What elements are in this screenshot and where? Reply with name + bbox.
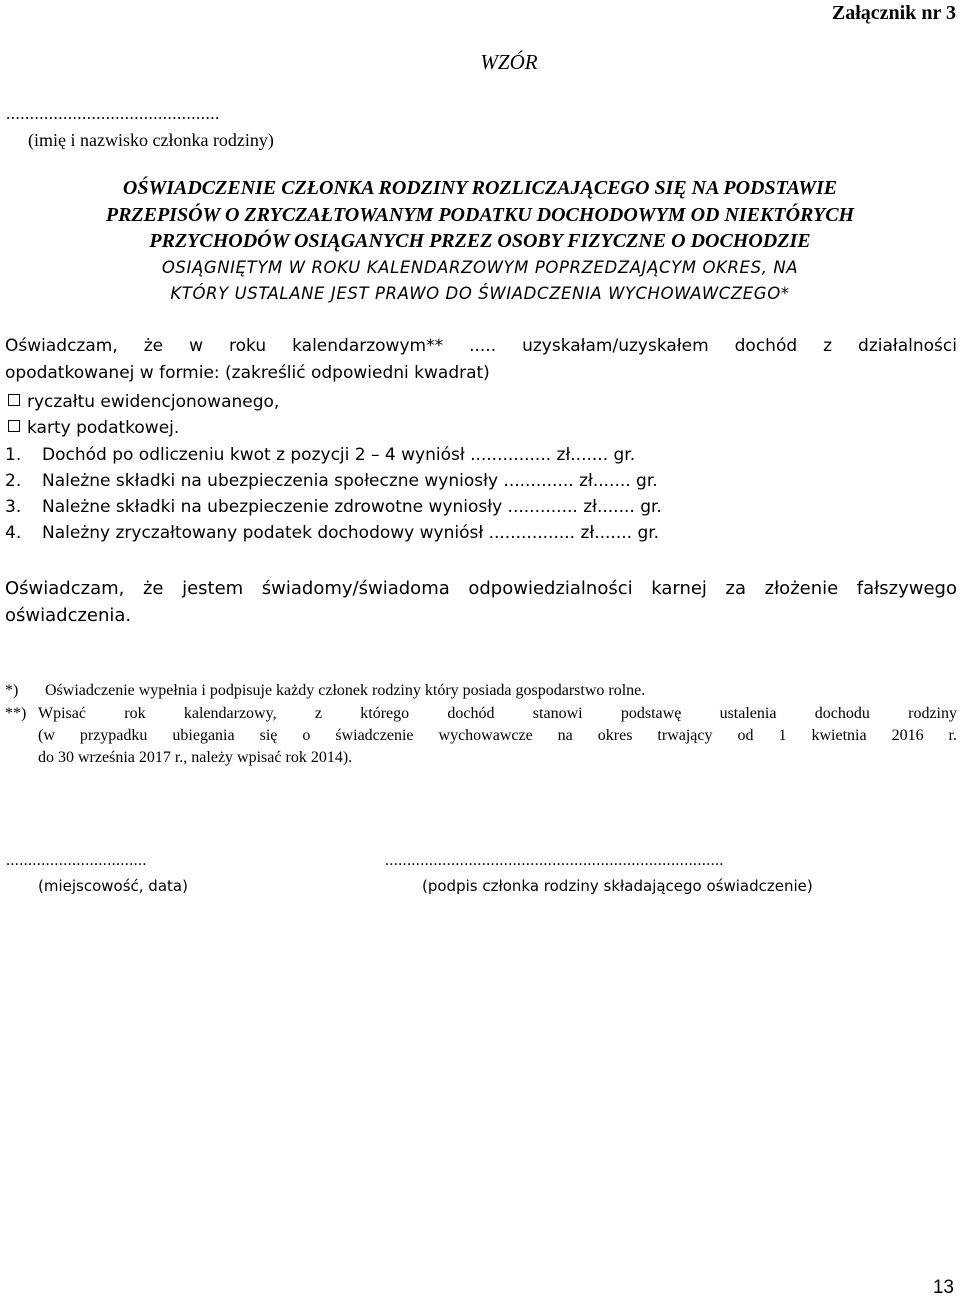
footnote-line-1: Wpisać rok kalendarzowy, z którego dochód stanowi podstawę ustalenia dochodu rodziny [38, 705, 957, 722]
member-name-label: (imię i nazwisko członka rodziny) [28, 130, 274, 150]
declaration [5, 333, 957, 386]
checkbox-square-icon[interactable] [8, 394, 20, 406]
template-label: WZÓR [480, 50, 538, 74]
footnote-1 [5, 680, 957, 702]
title-line-3: PRZYCHODÓW OSIĄGANYCH PRZEZ OSOBY FIZYCZNE O DOCHODZIE [149, 230, 811, 252]
option-tax-card[interactable] [5, 418, 957, 438]
statement-line-2: oświadczenia. [5, 605, 132, 626]
footnote-line-2: (w przypadku ubiegania się o świadczenie wychowawcze na okres trwający od 1 kwietnia 2016 r. [38, 727, 957, 744]
place-date-field[interactable]: ................................ [6, 852, 147, 869]
declaration-line-1: Oświadczam, że w roku kalendarzowym** ..... uzyskałam/uzyskałem dochód z działalności [5, 336, 957, 356]
page-number: 13 [932, 1277, 954, 1298]
item-row [5, 497, 957, 517]
item-number: 1. [5, 445, 22, 465]
document-title [0, 175, 960, 308]
annex-number: Załącznik nr 3 [831, 2, 956, 24]
title-line-4: OSIĄGNIĘTYM W ROKU KALENDARZOWYM POPRZEDZAJĄCYM OKRES, NA [161, 257, 799, 277]
checkbox-square-icon[interactable] [8, 420, 20, 432]
footnote-line-3: do 30 września 2017 r., należy wpisać rok 2014). [38, 749, 353, 766]
option-label: ryczałtu ewidencjonowanego, [27, 392, 280, 412]
item-number: 2. [5, 471, 22, 491]
signature-label: (podpis członka rodziny składającego oświadczenie) [422, 877, 813, 895]
title-line-1: OŚWIADCZENIE CZŁONKA RODZINY ROZLICZAJĄCEGO SIĘ NA PODSTAWIE [122, 177, 838, 199]
liability-statement [5, 575, 957, 629]
item-number: 4. [5, 523, 22, 543]
title-line-5: KTÓRY USTALANE JEST PRAWO DO ŚWIADCZENIA WYCHOWAWCZEGO* [170, 284, 790, 303]
item-text: Należne składki na ubezpieczenia społeczne wyniosły ............. zł....... gr. [42, 471, 658, 491]
signature-field[interactable]: ............................................................................. [385, 852, 724, 869]
item-text: Należne składki na ubezpieczenie zdrowotne wyniosły ............. zł....... gr. [42, 497, 662, 517]
member-name-field[interactable]: ............................................. [6, 104, 220, 123]
item-text: Należny zryczałtowany podatek dochodowy wyniósł ................ zł....... gr. [42, 523, 660, 543]
item-text: Dochód po odliczeniu kwot z pozycji 2 – 4 wyniósł ............... zł....... gr. [42, 445, 636, 465]
footnote-text: Oświadczenie wypełnia i podpisuje każdy członek rodziny który posiada gospodarstwo rolne. [45, 682, 646, 699]
item-row [5, 523, 957, 543]
item-row [5, 471, 957, 491]
title-line-2: PRZEPISÓW O ZRYCZAŁTOWANYM PODATKU DOCHODOWYM OD NIEKTÓRYCH [105, 203, 855, 226]
item-number: 3. [5, 497, 22, 517]
declaration-line-2: opodatkowanej w formie: (zakreślić odpowiedni kwadrat) [5, 362, 490, 383]
option-label: karty podatkowej. [27, 418, 180, 438]
place-date-label: (miejscowość, data) [38, 877, 188, 895]
option-lump-sum[interactable] [5, 392, 957, 412]
footnote-mark: *) [5, 682, 19, 699]
footnote-mark: **) [5, 705, 27, 722]
statement-line-1: Oświadczam, że jestem świadomy/świadoma odpowiedzialności karnej za złożenie fałszywego [5, 578, 957, 599]
footnote-2 [5, 703, 957, 769]
item-row [5, 445, 957, 465]
